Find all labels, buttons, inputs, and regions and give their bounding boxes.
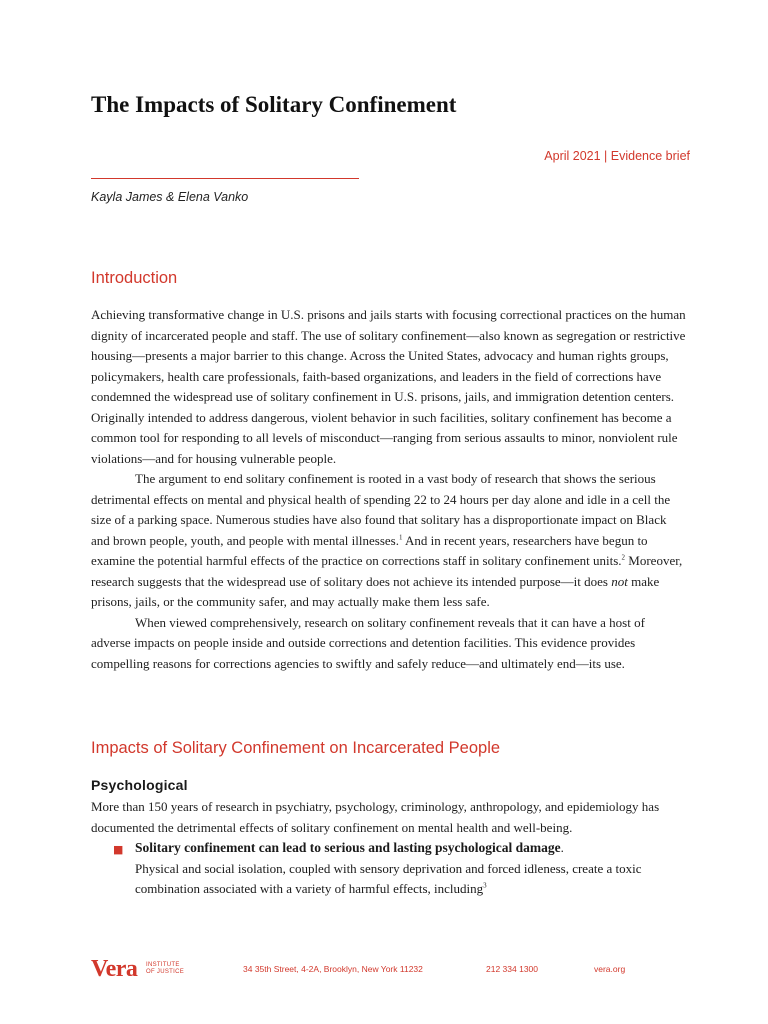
intro-paragraph-1: Achieving transformative change in U.S. prisons and jails starts with focusing correctional practices on the human dignity of incarcerated people and staff. The use of solitary confinement—also known as segregation or restrictive housing—presents a major barrier to this change. Across the United States, advocacy and human rights groups, policymakers, health care professionals, faith-based organizations, and leaders in the field of corrections have condemned the widespread use of solitary confinement in U.S. prisons, jails, and immigration detention centers. Originally intended to address dangerous, violent behavior in such facilities, solitary confinement has become a common tool for responding to all levels of misconduct—ranging from serious assaults to minor, nonviolent rule violations—and for housing vulnerable people. — [91, 307, 686, 466]
bullet-body-text: Physical and social isolation, coupled with sensory deprivation and forced idleness, create a toxic combination associated with a variety of harmful effects, including — [135, 860, 642, 896]
logo-sub-line-2: OF JUSTICE — [146, 969, 185, 975]
document-title: The Impacts of Solitary Confinement — [91, 92, 457, 117]
impacts-heading: Impacts of Solitary Confinement on Incarcerated People — [91, 739, 501, 757]
footnote-2: 2 — [621, 553, 626, 562]
bullet-item — [113, 838, 689, 900]
bullet-period: . — [560, 840, 564, 855]
psychological-heading: Psychological — [91, 777, 188, 793]
intro-paragraph-2 — [91, 469, 687, 613]
psychological-intro — [91, 797, 687, 838]
p2-part-a: The argument to end solitary confinement is rooted in a vast body of research that shows the serious detrimental effects on mental and physical health of spending 22 to 24 hours per day alone and idle in a cell the size of a parking space. Numerous studies have also found that solitary has a disproportionate impact on Black and brown people, youth, and people with mental illnesses. — [91, 471, 671, 548]
p2-part-d: make prisons, jails, or the community safer, and may actually make them less safe. — [91, 573, 660, 609]
title-divider — [91, 178, 359, 179]
introduction-heading: Introduction — [91, 269, 178, 287]
footer-address: 34 35th Street, 4-2A, Brooklyn, New York 11232 — [243, 964, 423, 974]
p2-part-b: And in recent years, researchers have begun to examine the potential harmful effects of the practice on corrections staff in solitary confinement units. — [91, 532, 648, 568]
authors: Kayla James & Elena Vanko — [91, 190, 249, 204]
page-footer — [91, 956, 691, 986]
footer-phone: 212 334 1300 — [486, 964, 538, 974]
footnote-3: 3 — [483, 881, 487, 890]
bullet-content — [135, 838, 689, 900]
footer-website-link[interactable]: vera.org — [594, 964, 626, 974]
logo-sub-line-1: INSTITUTE — [146, 962, 180, 968]
bullet-bold-text: Solitary confinement can lead to serious and lasting psychological damage — [135, 840, 561, 855]
p2-part-c: Moreover, research suggests that the widespread use of solitary does not achieve its intended purpose—it does — [91, 553, 683, 589]
p2-emphasis: not — [611, 573, 628, 589]
psychological-intro-text: More than 150 years of research in psychiatry, psychology, criminology, anthropology, and epidemiology has documented the detrimental effects of solitary confinement on mental health and well-being. — [91, 799, 660, 835]
introduction-body — [91, 305, 687, 674]
intro-paragraph-3: When viewed comprehensively, research on solitary confinement reveals that it can have a host of adverse impacts on people inside and outside corrections and detention facilities. This evidence provides compelling reasons for corrections agencies to swiftly and safely reduce—and ultimately end—its use. — [91, 614, 645, 671]
vera-logo: Vera — [91, 956, 138, 982]
date-and-type: April 2021 | Evidence brief — [544, 149, 690, 163]
vera-logo-subtitle — [146, 962, 184, 976]
square-bullet-icon: ■ — [113, 843, 124, 856]
footnote-1: 1 — [398, 533, 403, 542]
